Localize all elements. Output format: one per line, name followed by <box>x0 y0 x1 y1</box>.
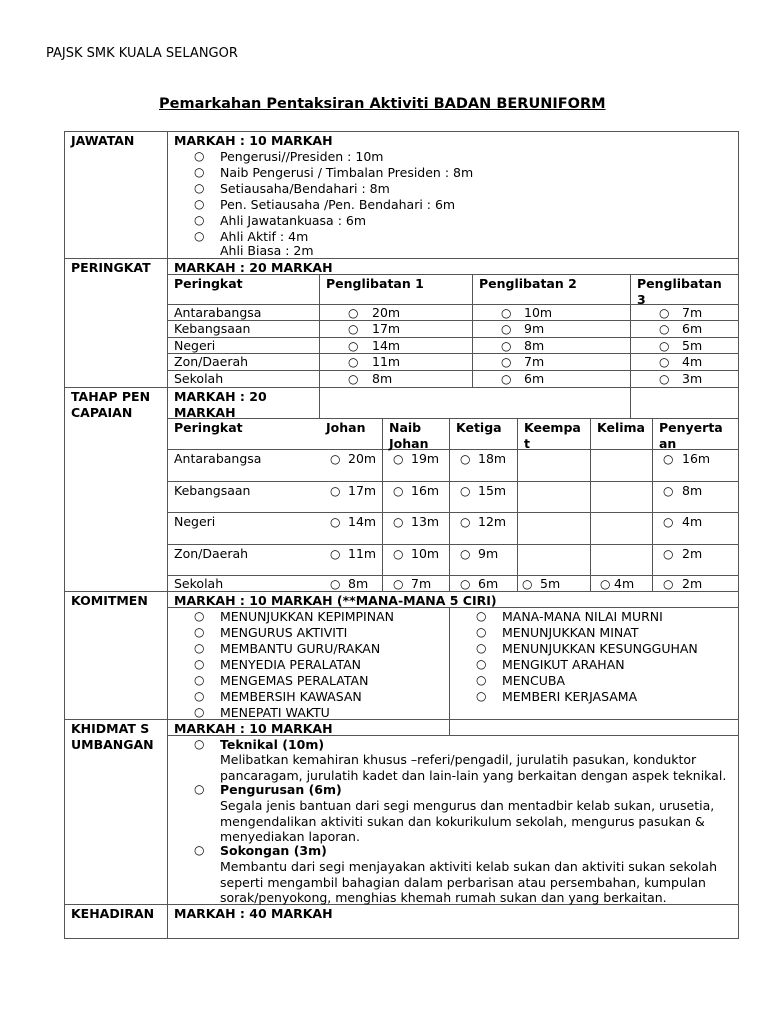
table-cell: 2m <box>682 576 703 591</box>
table-cell: 13m <box>411 514 440 529</box>
bullet-icon: ○ <box>659 355 670 369</box>
column-header: Penglibatan 3 <box>637 276 722 307</box>
table-cell: 7m <box>411 576 432 591</box>
list-item: ○ MEMBERSIH KAWASAN <box>220 689 362 705</box>
table-cell: 4m <box>614 576 635 591</box>
column-header: Penyertaan <box>659 420 723 451</box>
komitmen-markah: MARKAH : 10 MARKAH (**MANA-MANA 5 CIRI) <box>174 593 497 608</box>
table-cell: 11m <box>372 354 401 369</box>
bullet-icon: ○ <box>663 452 674 466</box>
bullet-icon: ○ <box>460 452 471 466</box>
table-cell: 6m <box>478 576 499 591</box>
table-cell: 5m <box>540 576 561 591</box>
table-cell: Kebangsaan <box>174 483 251 498</box>
list-item-title: ○ Teknikal (10m) <box>220 737 324 753</box>
list-item: ○ MENUNJUKKAN KEPIMPINAN <box>220 609 394 625</box>
list-item: Ahli Biasa : 2m <box>220 243 314 258</box>
bullet-icon: ○ <box>659 339 670 353</box>
list-item: ○ MANA-MANA NILAI MURNI <box>502 609 663 625</box>
table-cell: Zon/Daerah <box>174 354 249 369</box>
bullet-icon: ○ <box>393 515 404 529</box>
title-bold: BADAN BERUNIFORM <box>433 96 606 112</box>
bullet-icon: ○ <box>460 515 471 529</box>
list-item: ○ MENGURUS AKTIVITI <box>220 625 347 641</box>
bullet-icon: ○ <box>330 577 341 591</box>
khidmat-markah: MARKAH : 10 MARKAH <box>174 721 333 736</box>
table-cell: Antarabangsa <box>174 305 262 320</box>
table-cell: 20m <box>348 451 377 466</box>
section-label-khidmat: KHIDMAT SUMBANGAN <box>71 721 154 752</box>
table-cell: Negeri <box>174 514 216 529</box>
table-cell: 8m <box>348 576 369 591</box>
bullet-icon: ○ <box>330 515 341 529</box>
bullet-icon: ○ <box>348 372 359 386</box>
list-item-title: ○ Pengurusan (6m) <box>220 782 342 798</box>
table-cell: 14m <box>348 514 377 529</box>
school-header: PAJSK SMK KUALA SELANGOR <box>46 46 238 61</box>
list-item: ○ Setiausaha/Bendahari : 8m <box>220 181 390 197</box>
bullet-icon: ○ <box>348 339 359 353</box>
bullet-icon: ○ <box>330 452 341 466</box>
bullet-icon: ○ <box>663 547 674 561</box>
bullet-icon: ○ <box>501 322 512 336</box>
list-item: ○ MEMBANTU GURU/RAKAN <box>220 641 380 657</box>
bullet-icon: ○ <box>663 484 674 498</box>
list-item: ○ MENGIKUT ARAHAN <box>502 657 625 673</box>
column-header: Keempat <box>524 420 581 451</box>
list-item-desc: Segala jenis bantuan dari segi mengurus dan mentadbir kelab sukan, urusetia, mengendalikan aktiviti sukan dan kokurikulum sekolah, mengurus pasukan & menyediakan laporan. <box>220 798 715 844</box>
table-cell: 6m <box>682 321 703 336</box>
bullet-icon: ○ <box>460 577 471 591</box>
list-item: ○ Ahli Jawatankuasa : 6m <box>220 213 366 229</box>
bullet-icon: ○ <box>501 306 512 320</box>
list-item-desc: Membantu dari segi menjayakan aktiviti kelab sukan dan aktiviti sukan sekolah seperti mengambil bahagian dalam perbarisan atau persembahan, kumpulan sorak/penyokong, menghias khemah rumah sukan dan yang berkaitan. <box>220 859 717 905</box>
table-cell: 3m <box>682 371 703 386</box>
table-cell: 16m <box>411 483 440 498</box>
section-label-kehadiran: KEHADIRAN <box>71 906 155 921</box>
table-cell: 15m <box>478 483 507 498</box>
table-cell: 2m <box>682 546 703 561</box>
bullet-icon: ○ <box>600 577 611 591</box>
bullet-icon: ○ <box>348 306 359 320</box>
bullet-icon: ○ <box>348 322 359 336</box>
bullet-icon: ○ <box>663 515 674 529</box>
table-cell: 19m <box>411 451 440 466</box>
page-title <box>159 97 606 113</box>
table-cell: 4m <box>682 514 703 529</box>
column-header: Penglibatan 1 <box>326 276 424 291</box>
jawatan-markah: MARKAH : 10 MARKAH <box>174 133 333 148</box>
table-cell: 8m <box>372 371 393 386</box>
bullet-icon: ○ <box>393 484 404 498</box>
column-header: Penglibatan 2 <box>479 276 577 291</box>
column-header: Naib Johan <box>389 420 429 451</box>
table-cell: Antarabangsa <box>174 451 262 466</box>
column-header: Peringkat <box>174 276 243 291</box>
column-header: Johan <box>326 420 366 435</box>
table-cell: Sekolah <box>174 576 224 591</box>
list-item: ○ MENUNJUKKAN KESUNGGUHAN <box>502 641 698 657</box>
bullet-icon: ○ <box>330 547 341 561</box>
bullet-icon: ○ <box>460 547 471 561</box>
list-item: ○ MENEPATI WAKTU <box>220 705 330 721</box>
table-cell: 4m <box>682 354 703 369</box>
list-item: ○ MENGEMAS PERALATAN <box>220 673 368 689</box>
section-label-komitmen: KOMITMEN <box>71 593 148 608</box>
list-item: ○ MENUNJUKKAN MINAT <box>502 625 638 641</box>
peringkat-markah: MARKAH : 20 MARKAH <box>174 260 333 275</box>
table-cell: Kebangsaan <box>174 321 251 336</box>
table-cell: 7m <box>524 354 545 369</box>
list-item: ○ Naib Pengerusi / Timbalan Presiden : 8m <box>220 165 473 181</box>
column-header: Peringkat <box>174 420 243 435</box>
title-prefix: Pemarkahan Pentaksiran Aktiviti <box>159 96 434 112</box>
table-cell: 12m <box>478 514 507 529</box>
table-cell: 9m <box>524 321 545 336</box>
table-cell: 6m <box>524 371 545 386</box>
section-label-jawatan: JAWATAN <box>71 133 135 148</box>
table-cell: 10m <box>411 546 440 561</box>
bullet-icon: ○ <box>348 355 359 369</box>
list-item: ○ Pengerusi//Presiden : 10m <box>220 149 383 165</box>
bullet-icon: ○ <box>501 355 512 369</box>
table-cell: 20m <box>372 305 401 320</box>
list-item: ○ Pen. Setiausaha /Pen. Bendahari : 6m <box>220 197 455 213</box>
kehadiran-markah: MARKAH : 40 MARKAH <box>174 906 333 921</box>
bullet-icon: ○ <box>460 484 471 498</box>
table-cell: 16m <box>682 451 711 466</box>
list-item-title: ○ Sokongan (3m) <box>220 843 327 859</box>
tahap-markah: MARKAH : 20 MARKAH <box>174 389 267 420</box>
section-label-tahap: TAHAP PENCAPAIAN <box>71 389 151 420</box>
table-cell: Negeri <box>174 338 216 353</box>
bullet-icon: ○ <box>501 372 512 386</box>
list-item: ○ MEMBERI KERJASAMA <box>502 689 637 705</box>
table-cell: 8m <box>682 483 703 498</box>
table-cell: 5m <box>682 338 703 353</box>
column-header: Kelima <box>597 420 645 435</box>
table-cell: Sekolah <box>174 371 224 386</box>
table-cell: 11m <box>348 546 377 561</box>
table-cell: Zon/Daerah <box>174 546 249 561</box>
list-item: ○ MENCUBA <box>502 673 565 689</box>
table-cell: 14m <box>372 338 401 353</box>
bullet-icon: ○ <box>501 339 512 353</box>
bullet-icon: ○ <box>393 452 404 466</box>
table-cell: 8m <box>524 338 545 353</box>
table-cell: 17m <box>348 483 377 498</box>
bullet-icon: ○ <box>393 577 404 591</box>
table-cell: 18m <box>478 451 507 466</box>
bullet-icon: ○ <box>663 577 674 591</box>
bullet-icon: ○ <box>659 372 670 386</box>
bullet-icon: ○ <box>330 484 341 498</box>
list-item: ○ MENYEDIA PERALATAN <box>220 657 361 673</box>
bullet-icon: ○ <box>393 547 404 561</box>
list-item: ○ Ahli Aktif : 4m <box>220 229 308 245</box>
section-label-peringkat: PERINGKAT <box>71 260 151 275</box>
table-cell: 17m <box>372 321 401 336</box>
table-cell: 7m <box>682 305 703 320</box>
list-item-desc: Melibatkan kemahiran khusus –referi/pengadil, jurulatih pasukan, konduktor pancaragam, jurulatih kadet dan lain-lain yang berkaitan dengan aspek teknikal. <box>220 752 727 783</box>
bullet-icon: ○ <box>659 306 670 320</box>
table-cell: 10m <box>524 305 553 320</box>
bullet-icon: ○ <box>522 577 533 591</box>
table-cell: 9m <box>478 546 499 561</box>
column-header: Ketiga <box>456 420 502 435</box>
bullet-icon: ○ <box>659 322 670 336</box>
